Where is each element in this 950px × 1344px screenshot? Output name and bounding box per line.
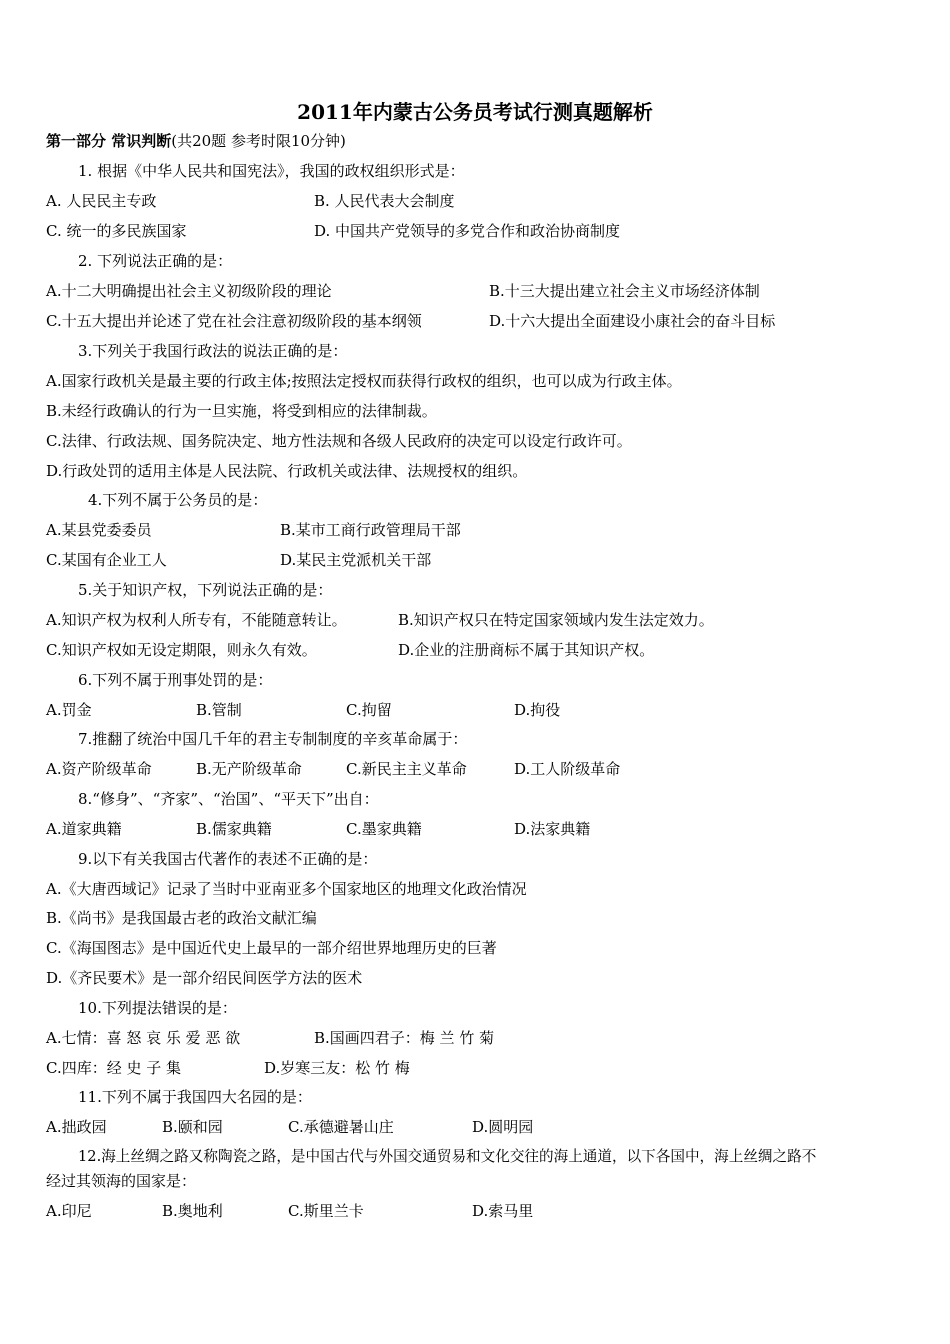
q2-option-c: C.十五大提出并论述了党在社会注意初级阶段的基本纲领	[46, 312, 422, 330]
q11-stem: 11.下列不属于我国四大名园的是：	[78, 1088, 312, 1106]
q5-option-b: B.知识产权只在特定国家领域内发生法定效力。	[398, 611, 714, 629]
q4-option-d: D.某民主党派机关干部	[280, 551, 432, 569]
q5-option-a: A.知识产权为权利人所专有，不能随意转让。	[46, 611, 347, 629]
q5-stem: 5.关于知识产权，下列说法正确的是：	[78, 581, 333, 599]
page-title: 2011年内蒙古公务员考试行测真题解析	[297, 100, 653, 124]
q1-option-a: A. 人民民主专政	[46, 192, 157, 210]
q2-option-a: A.十二大明确提出社会主义初级阶段的理论	[46, 282, 332, 300]
q4-stem: 4.下列不属于公务员的是：	[88, 491, 268, 509]
q7-option-b: B.无产阶级革命	[196, 760, 302, 778]
q3-option-a: A.国家行政机关是最主要的行政主体;按照法定授权而获得行政权的组织，也可以成为行政主体。	[46, 372, 682, 390]
q8-option-c: C.墨家典籍	[346, 820, 422, 838]
q4-option-a: A.某县党委委员	[46, 521, 152, 539]
q7-option-a: A.资产阶级革命	[46, 760, 152, 778]
q1-stem: 1. 根据《中华人民共和国宪法》，我国的政权组织形式是：	[78, 162, 465, 180]
q4-option-c: C.某国有企业工人	[46, 551, 167, 569]
q12-option-a: A.印尼	[46, 1202, 92, 1220]
q6-stem: 6.下列不属于刑事处罚的是：	[78, 671, 273, 689]
q10-option-b: B.国画四君子：梅 兰 竹 菊	[314, 1029, 495, 1047]
q8-option-a: A.道家典籍	[46, 820, 122, 838]
q10-option-c: C.四库：经 史 子 集	[46, 1059, 182, 1077]
q12-option-b: B.奥地利	[162, 1202, 223, 1220]
q5-option-c: C.知识产权如无设定期限，则永久有效。	[46, 641, 317, 659]
q11-option-b: B.颐和园	[162, 1118, 223, 1136]
q3-option-c: C.法律、行政法规、国务院决定、地方性法规和各级人民政府的决定可以设定行政许可。	[46, 432, 632, 450]
q12-stem-line1: 12.海上丝绸之路又称陶瓷之路，是中国古代与外国交通贸易和文化交往的海上通道，以下各国中，海上丝绸之路不	[78, 1148, 817, 1165]
q12-option-c: C.斯里兰卡	[288, 1202, 364, 1220]
q12-option-d: D.索马里	[472, 1202, 534, 1220]
q11-option-c: C.承德避暑山庄	[288, 1118, 394, 1136]
q9-stem: 9.以下有关我国古代著作的表述不正确的是：	[78, 850, 378, 868]
q3-option-b: B.未经行政确认的行为一旦实施，将受到相应的法律制裁。	[46, 402, 437, 420]
section-heading	[46, 131, 346, 151]
q10-stem: 10.下列提法错误的是：	[78, 999, 237, 1017]
q6-option-b: B.管制	[196, 701, 242, 719]
q7-option-c: C.新民主主义革命	[346, 760, 467, 778]
q2-option-d: D.十六大提出全面建设小康社会的奋斗目标	[489, 312, 776, 330]
q6-option-a: A.罚金	[46, 701, 92, 719]
q1-option-c: C. 统一的多民族国家	[46, 222, 187, 240]
q8-stem: 8.“修身”、“齐家”、“治国”、“平天下”出自：	[78, 790, 379, 808]
q1-option-b: B. 人民代表大会制度	[314, 192, 455, 210]
q8-option-b: B.儒家典籍	[196, 820, 272, 838]
q6-option-d: D.拘役	[514, 701, 561, 719]
q9-option-b: B.《尚书》是我国最古老的政治文献汇编	[46, 909, 317, 927]
q7-option-d: D.工人阶级革命	[514, 760, 621, 778]
q2-stem: 2. 下列说法正确的是：	[78, 252, 233, 270]
q6-option-c: C.拘留	[346, 701, 392, 719]
q2-option-b: B.十三大提出建立社会主义市场经济体制	[489, 282, 760, 300]
section-label: 第一部分 常识判断	[46, 132, 172, 150]
q10-option-a: A.七情：喜 怒 哀 乐 爱 恶 欲	[46, 1029, 241, 1047]
q9-option-d: D.《齐民要术》是一部介绍民间医学方法的医术	[46, 969, 363, 987]
q9-option-a: A.《大唐西域记》记录了当时中亚南亚多个国家地区的地理文化政治情况	[46, 880, 527, 898]
q4-option-b: B.某市工商行政管理局干部	[280, 521, 461, 539]
q11-option-d: D.圆明园	[472, 1118, 534, 1136]
q11-option-a: A.拙政园	[46, 1118, 107, 1136]
q8-option-d: D.法家典籍	[514, 820, 591, 838]
q1-option-d: D. 中国共产党领导的多党合作和政治协商制度	[314, 222, 621, 240]
section-note: (共20题 参考时限10分钟)	[171, 132, 346, 150]
q3-stem: 3.下列关于我国行政法的说法正确的是：	[78, 342, 348, 360]
q7-stem: 7.推翻了统治中国几千年的君主专制制度的辛亥革命属于：	[78, 730, 468, 748]
q9-option-c: C.《海国图志》是中国近代史上最早的一部介绍世界地理历史的巨著	[46, 939, 497, 957]
q5-option-d: D.企业的注册商标不属于其知识产权。	[398, 641, 655, 659]
q12-stem-line2: 经过其领海的国家是：	[46, 1172, 197, 1190]
q3-option-d: D.行政处罚的适用主体是人民法院、行政机关或法律、法规授权的组织。	[46, 462, 528, 480]
q10-option-d: D.岁寒三友：松 竹 梅	[264, 1059, 410, 1077]
